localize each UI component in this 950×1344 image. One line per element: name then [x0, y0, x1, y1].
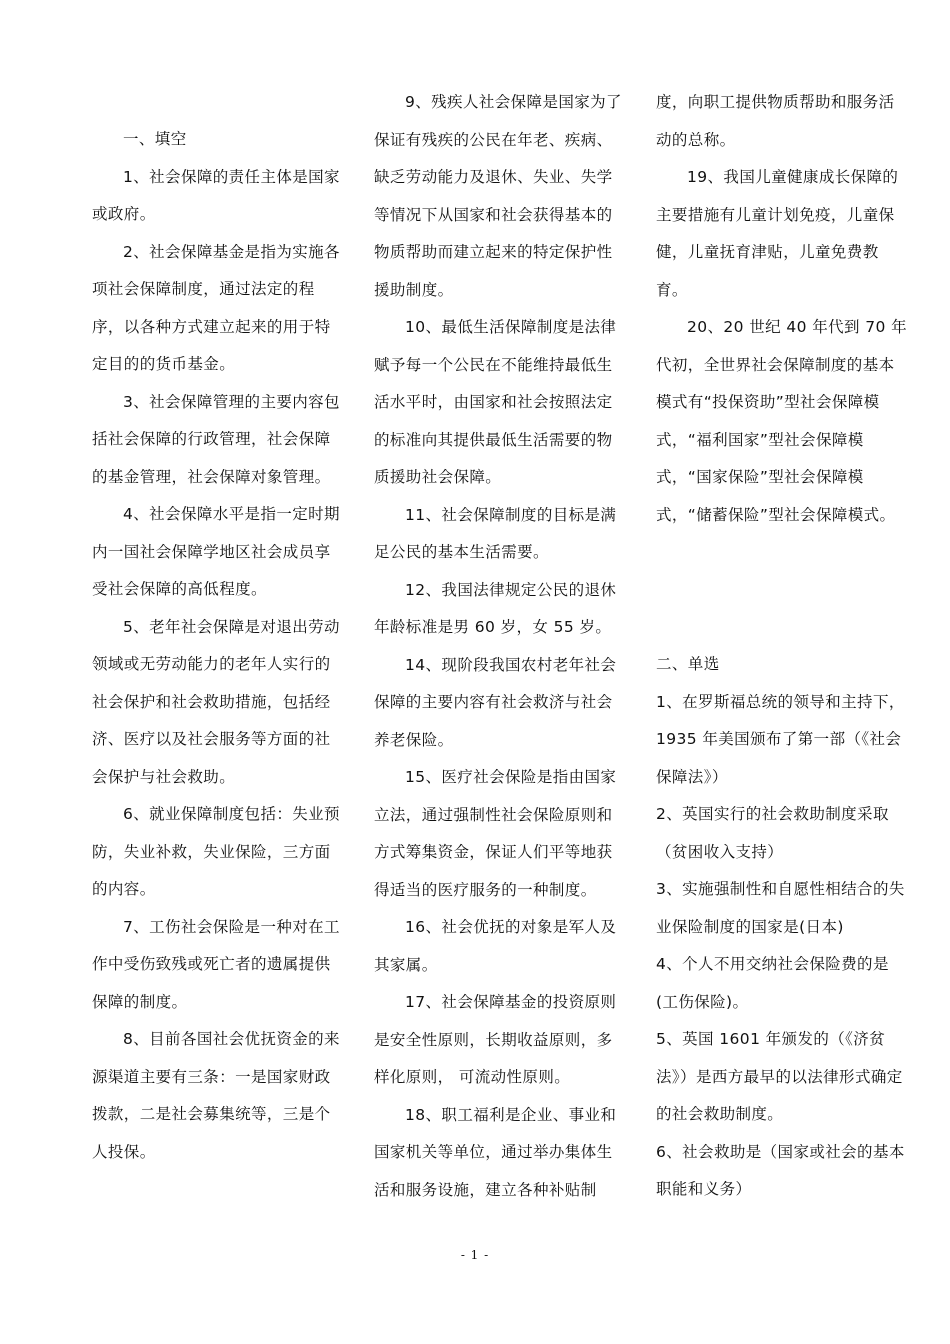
section-title-fill-blank: 一、填空 [123, 130, 187, 148]
paragraph: 2、社会保障基金是指为实施各项社会保障制度，通过法定的程序，以各种方式建立起来的用于特定目的的货币基金。 [92, 242, 340, 373]
paragraph: 3、社会保障管理的主要内容包括社会保障的行政管理，社会保障的基金管理，社会保障对象管理。 [92, 392, 340, 486]
paragraph: 1、社会保障的责任主体是国家或政府。 [92, 167, 340, 223]
column-1 [92, 121, 346, 1171]
paragraph: 4、社会保障水平是指一定时期内一国社会保障学地区社会成员享受社会保障的高低程度。 [92, 505, 340, 598]
question-item: 5、英国 1601 年颁发的（《济贫法》）是西方最早的以法律形式确定的社会救助制度。 [656, 1030, 903, 1123]
column-3 [656, 84, 910, 1209]
question-item: 4、个人不用交纳社会保险费的是(工伤保险)。 [656, 955, 889, 1011]
paragraph: 14、现阶段我国农村老年社会保障的主要内容有社会救济与社会养老保险。 [374, 655, 617, 749]
paragraph: 18、职工福利是企业、事业和国家机关等单位，通过举办集体生活和服务设施，建立各种补贴制 [374, 1105, 617, 1199]
paragraph: 20、20 世纪 40 年代到 70 年代初，全世界社会保障制度的基本模式有“投保资助”型社会保障模式，“福利国家”型社会保障模式，“国家保险”型社会保障模式，“储蓄保险”型社会保障模式。 [656, 318, 908, 524]
question-item: 2、英国实行的社会救助制度采取（贫困收入支持） [656, 805, 889, 861]
paragraph: 16、社会优抚的对象是军人及其家属。 [374, 918, 617, 974]
question-item: 1、在罗斯福总统的领导和主持下，1935 年美国颁布了第一部（《社会保障法》） [656, 692, 905, 786]
paragraph-continuation: 度，向职工提供物质帮助和服务活动的总称。 [656, 93, 895, 149]
section-title-single-choice: 二、单选 [656, 655, 720, 673]
paragraph: 12、我国法律规定公民的退休年龄标准是男 60 岁，女 55 岁。 [374, 580, 617, 636]
paragraph: 8、目前各国社会优抚资金的来源渠道主要有三条：一是国家财政拨款，二是社会募集统等，三是个人投保。 [92, 1030, 340, 1161]
question-item: 3、实施强制性和自愿性相结合的失业保险制度的国家是(日本) [656, 880, 905, 936]
paragraph: 5、老年社会保障是对退出劳动领域或无劳动能力的老年人实行的社会保护和社会救助措施，包括经济、医疗以及社会服务等方面的社会保护与社会救助。 [92, 617, 340, 786]
paragraph: 11、社会保障制度的目标是满足公民的基本生活需要。 [374, 505, 617, 561]
paragraph: 6、就业保障制度包括：失业预防，失业补救，失业保险，三方面的内容。 [92, 805, 340, 898]
page-number: - 1 - [460, 1248, 490, 1262]
paragraph: 17、社会保障基金的投资原则是安全性原则，长期收益原则，多样化原则， 可流动性原则。 [374, 993, 617, 1086]
paragraph: 7、工伤社会保险是一种对在工作中受伤致残或死亡者的遗属提供保障的制度。 [92, 917, 340, 1011]
column-2 [374, 84, 628, 1209]
paragraph: 10、最低生活保障制度是法律赋予每一个公民在不能维持最低生活水平时，由国家和社会按照法定的标准向其提供最低生活需要的物质援助社会保障。 [374, 318, 617, 486]
paragraph: 9、残疾人社会保障是国家为了保证有残疾的公民在年老、疾病、缺乏劳动能力及退休、失业、失学等情况下从国家和社会获得基本的物质帮助而建立起来的特定保护性援助制度。 [374, 93, 622, 299]
question-item: 6、社会救助是（国家或社会的基本职能和义务） [656, 1142, 905, 1198]
paragraph: 15、医疗社会保险是指由国家立法，通过强制性社会保险原则和方式筹集资金，保证人们平等地获得适当的医疗服务的一种制度。 [374, 768, 617, 899]
paragraph: 19、我国儿童健康成长保障的主要措施有儿童计划免疫，儿童保健，儿童抚育津贴，儿童免费教育。 [656, 168, 899, 299]
